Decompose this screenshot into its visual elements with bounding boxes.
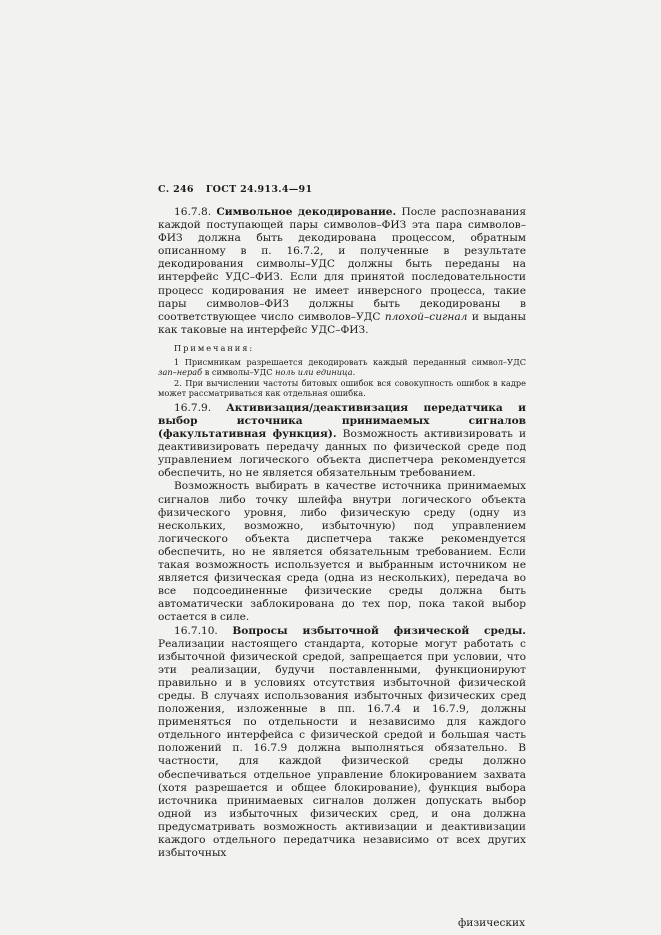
section-number: 16.7.9.	[174, 401, 212, 414]
standard-code: ГОСТ 24.913.4—91	[205, 184, 313, 195]
section-heading: Символьное декодирование.	[216, 206, 397, 218]
section-body: Реализации настоящего стандарта, которые могут работать с избыточной физической средой, запрещается при условии, что эти реализации, будучи поставленными, функционируют правильно и в условиях отсутствия избыточной физической среды. В случаях использования избыточных физических сред положения, изложенные в пп. 16.7.4 и 16.7.9, должны применяться по отдельности и независимо для каждого отдельного интерфейса с физической средой и большая часть положений п. 16.7.9 должна выполняться обязательно. В частности, для каждой физической среды должно обеспечиваться отдельное управление блокированием захвата (хотя разрешается и общее блокирование), функция выбора источника принимаевых сигналов должен допускать выбор одной из избыточных физических сред, и она должна предусматривать возможность активизации и деактивизации каждого отдельного передатчика независимо от всех других избыточных	[158, 637, 526, 860]
note-2: 2. При вычислении частоты битовых ошибок вся совокупность ошибок в кадре может рассматриваться как отдельная ошибка.	[158, 377, 526, 399]
continuation-word: физических	[458, 917, 526, 929]
section-body: Возможность активизировать и деактивизировать передачу данных по физической среде под управлением логического объекта диспетчера рекомендуется обеспечить, но не является обязательным требованием.	[158, 428, 526, 480]
note-1-text: 1 Присмникам разрешается декодировать каждый переданный символ–УДС	[174, 356, 526, 367]
notes-block	[158, 343, 526, 399]
section-heading: Вопросы избыточной физической среды.	[232, 624, 526, 637]
section-number: 16.7.8.	[174, 206, 212, 218]
note-1-term-2: ноль или единица.	[275, 367, 356, 378]
note-1-mid: в символы–УДС	[204, 367, 273, 378]
notes-title: Примечания:	[174, 342, 255, 353]
section-16-7-10	[158, 625, 526, 861]
note-1	[158, 357, 526, 378]
section-body: После распознавания каждой поступающей пары символов–ФИЗ эта пара символов–ФИЗ должна быть декодирована процессом, обратным описанному в п. 16.7.2, и полученные в результате декодирования символы–УДС должны быть переданы на интерфейс УДС–ФИЗ. Если для принятой последовательности процесс кодирования не имеет инверсного процесса, такие пары символов–ФИЗ должны быть декодированы в соответствующее число символов–УДС	[158, 206, 527, 323]
section-16-7-8	[158, 206, 526, 337]
page-header	[158, 184, 312, 195]
section-16-7-9	[158, 402, 526, 481]
emphasis-term: плохой–сигнал	[384, 310, 468, 323]
section-heading: Активизация/деактивизация передатчика и выбор источника принимаемых сигналов (факультативная функция).	[158, 401, 526, 441]
section-number: 16.7.10.	[174, 624, 218, 637]
section-16-7-9-paragraph-2: Возможность выбирать в качестве источника принимаемых сигналов либо точку шлейфа внутри логического объекта физического уровня, либо физическую среду (одну из нескольких, возможно, избыточную) под управлением логического объекта диспетчера также рекомендуется обеспечить, но не является обязательным требованием. Если такая возможность используется и выбранным источником не является физическая среда (одна из нескольких), передача во все подсоединенные физические среды должна быть автоматически заблокирована до тех пор, пока такой выбор остается в силе.	[158, 480, 526, 624]
section-tail: и выданы как таковые на интерфейс УДС–ФИЗ.	[158, 310, 526, 336]
page-number: С. 246	[158, 184, 194, 195]
document-body	[158, 206, 526, 860]
note-1-term: зап–нераб	[158, 367, 203, 378]
